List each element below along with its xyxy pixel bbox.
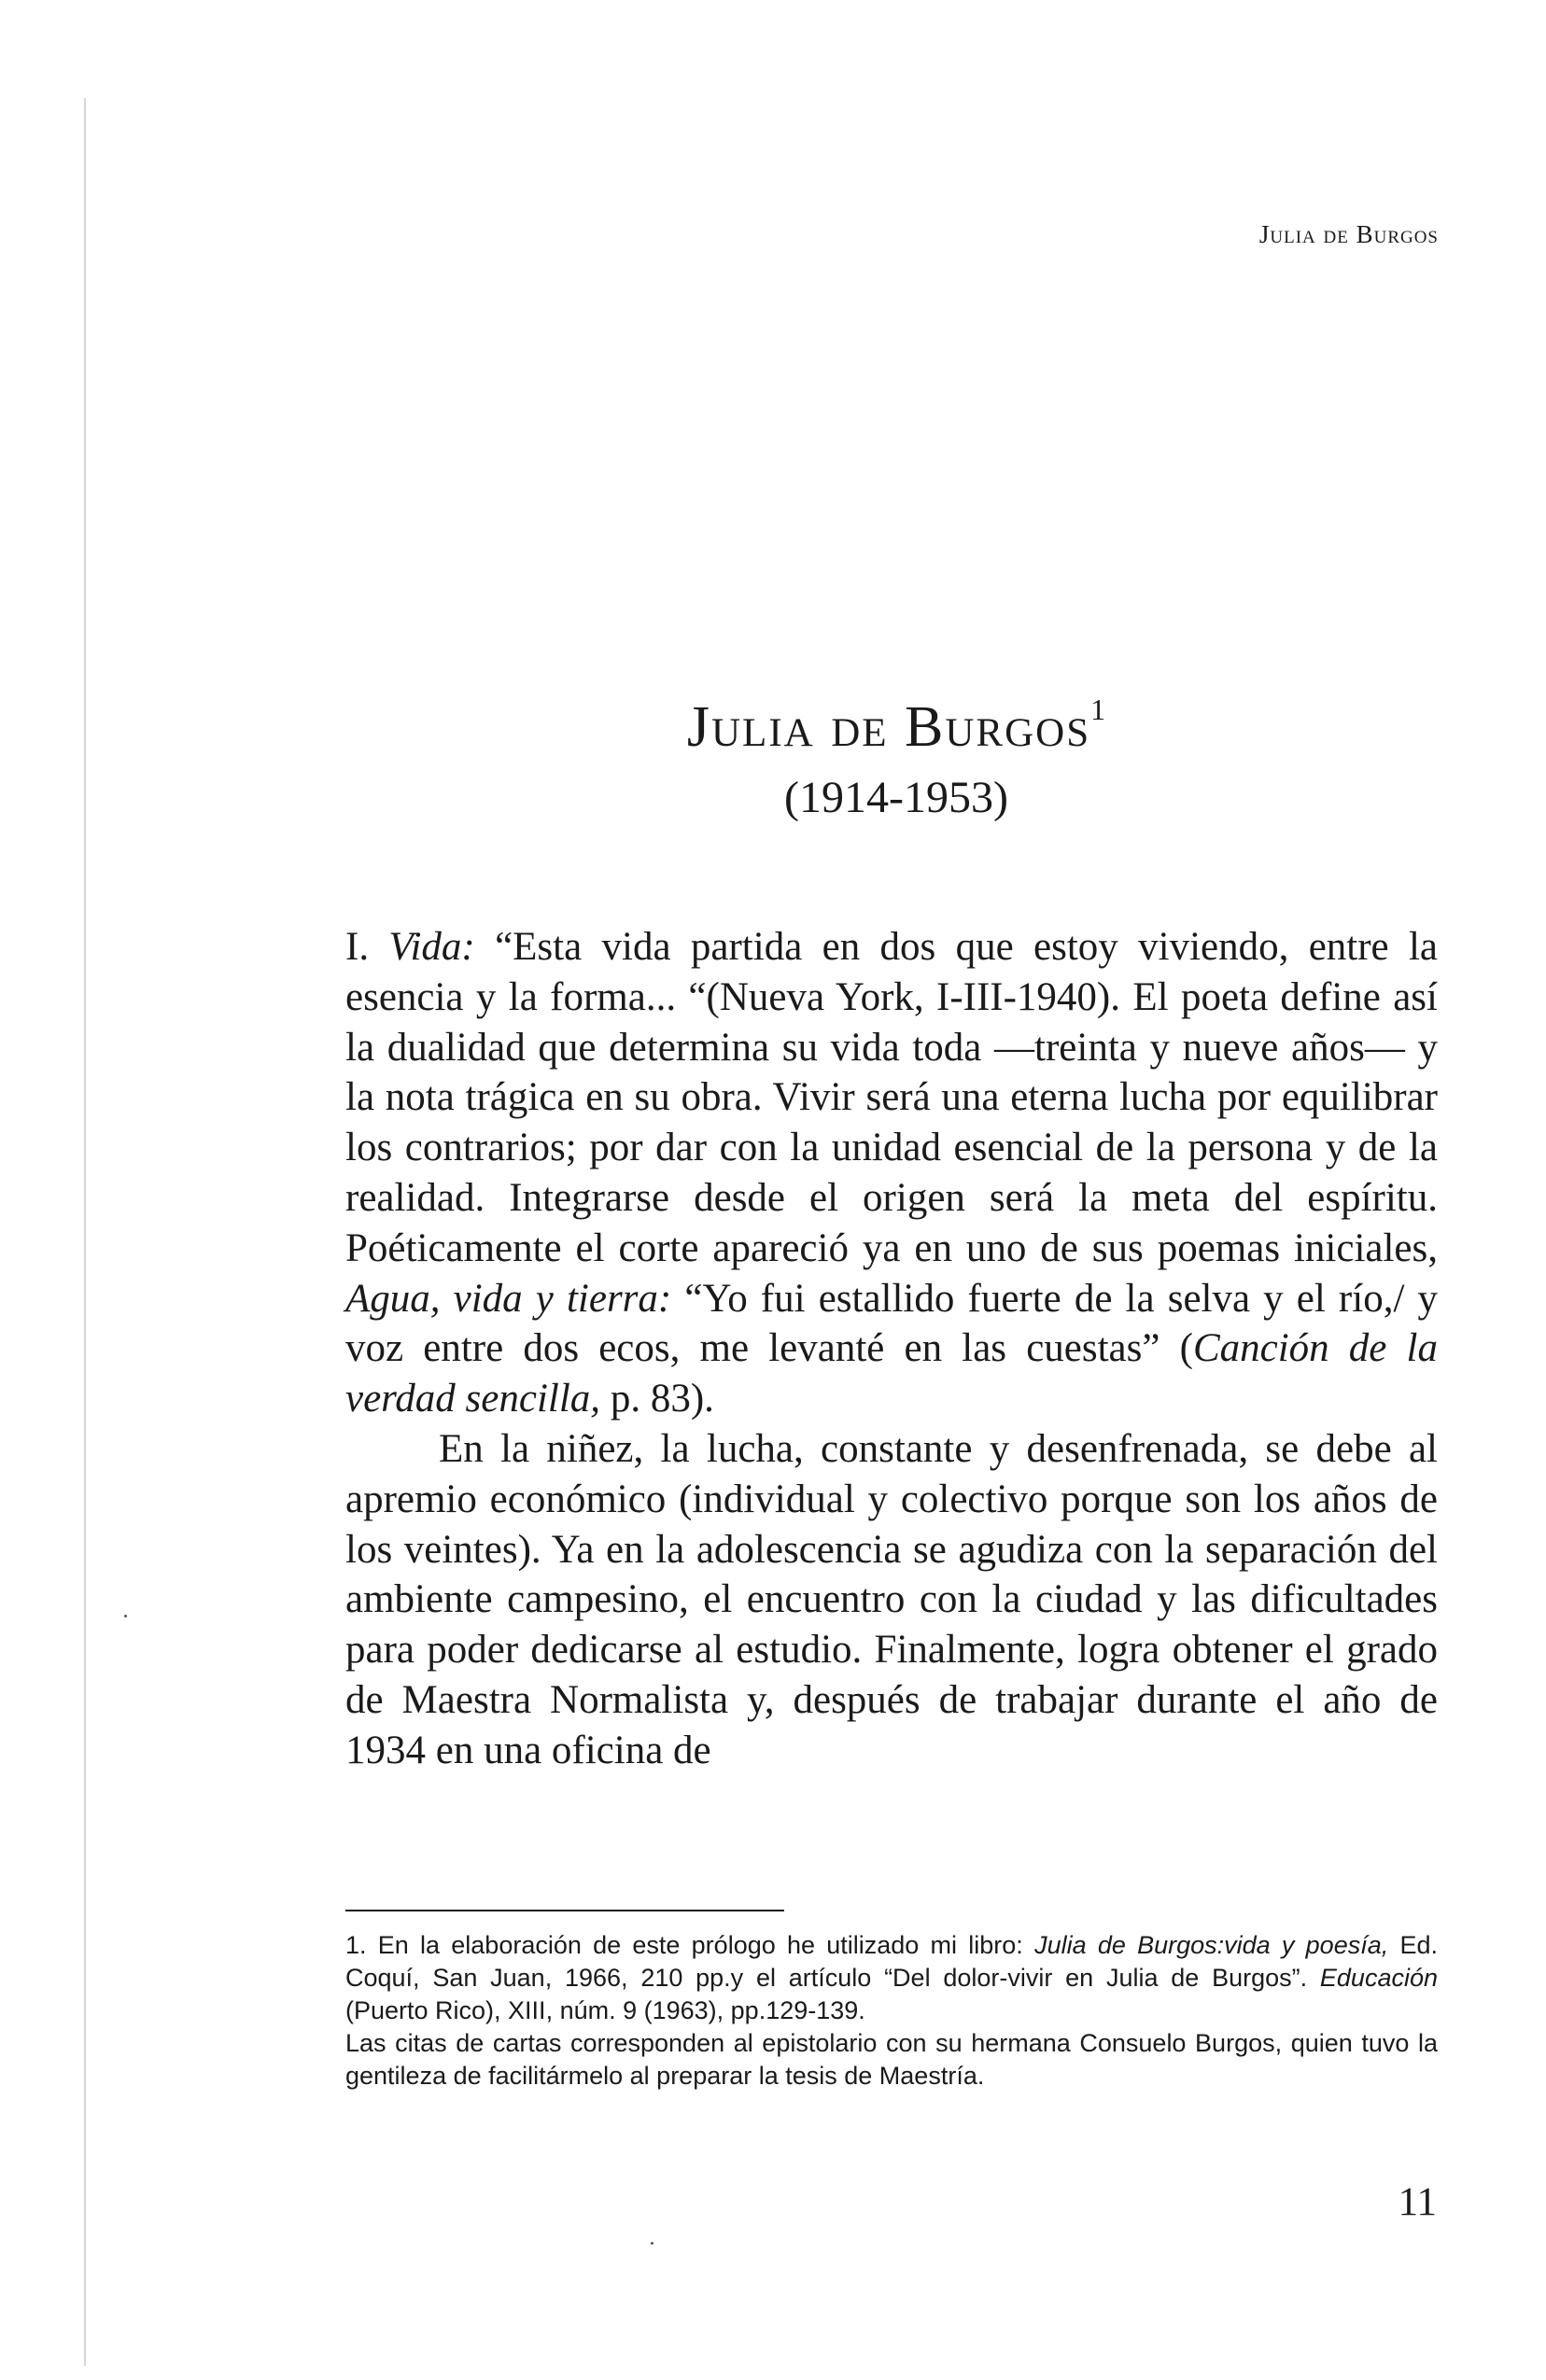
italic-text-run: Agua, vida y tierra: xyxy=(345,1276,672,1321)
text-run: Las citas de cartas corresponden al epistolario con su hermana Consuelo Burgos, quien tuvo la gentileza de facilitármelo al preparar la tesis de Maestría. xyxy=(345,2029,1438,2090)
text-run: 1. En la elaboración de este prólogo he utilizado mi libro: xyxy=(345,1931,1035,1959)
scan-speck xyxy=(651,2242,654,2245)
page-binding-line xyxy=(84,98,86,2366)
page-number: 11 xyxy=(1398,2180,1437,2224)
chapter-heading xyxy=(345,695,1447,823)
paragraph xyxy=(345,1424,1438,1776)
italic-text-run: Julia de Burgos:vida y poesía, xyxy=(1034,1931,1389,1959)
footnote-continuation xyxy=(345,2027,1438,2093)
footnote xyxy=(345,1929,1438,2027)
text-run: (Puerto Rico), XIII, núm. 9 (1963), pp.129-139. xyxy=(345,1996,865,2024)
running-head: Julia de Burgos xyxy=(1258,220,1439,248)
footnote-reference: 1 xyxy=(1090,693,1106,727)
chapter-title-text: Julia de Burgos xyxy=(686,695,1091,759)
footnotes xyxy=(345,1929,1438,2093)
paragraph xyxy=(345,922,1438,1424)
text-run: p. 83). xyxy=(600,1377,714,1421)
chapter-dates: (1914-1953) xyxy=(784,773,1008,823)
italic-text-run: Vida: xyxy=(388,925,475,969)
body-text xyxy=(345,922,1438,1776)
text-run: Ed. Coquí, San Juan, 1966, 210 pp.y el artículo “Del dolor-vivir en Julia de Burgos”. xyxy=(345,1931,1439,1992)
italic-text-run: Canción de la verdad sencilla, xyxy=(345,1326,1438,1421)
scan-speck xyxy=(124,1615,127,1617)
text-run: “Yo fui estallido fuerte de la selva y el río,/ y voz entre dos ecos, me levanté en las cuestas” ( xyxy=(345,1276,1439,1371)
italic-text-run: Educación xyxy=(1319,1964,1438,1992)
footnote-separator xyxy=(345,1910,784,1911)
text-run: I. xyxy=(345,925,389,969)
text-run: “Esta vida partida en dos que estoy viviendo, entre la esencia y la forma... “(Nueva York, I-III-1940). El poeta define así la dualidad que determina su vida toda —treinta y nueve años— y la nota trágica en su obra. Vivir será una eterna lucha por equilibrar los contrarios; por dar con la unidad esencial de la persona y de la realidad. Integrarse desde el origen será la meta del espíritu. Poéticamente el corte apareció ya en uno de sus poemas iniciales, xyxy=(345,925,1438,1270)
chapter-title xyxy=(345,695,1447,759)
text-run: En la niñez, la lucha, constante y desenfrenada, se debe al apremio económico (individual y colectivo porque son los años de los veintes). Ya en la adolescencia se agudiza con la separación del ambiente campesino, el encuentro con la ciudad y las dificultades para poder dedicarse al estudio. Finalmente, logra obtener el grado de Maestra Normalista y, después de trabajar durante el año de 1934 en una oficina de xyxy=(345,1426,1438,1772)
